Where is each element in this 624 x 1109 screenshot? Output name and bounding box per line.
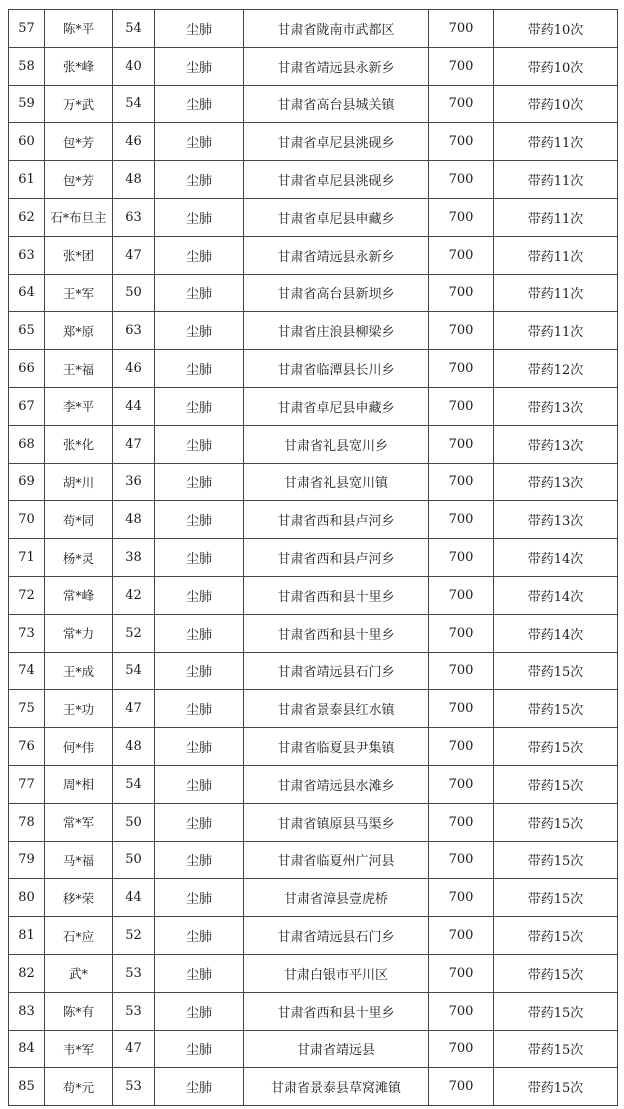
age-cell: 50 [113, 841, 155, 879]
name-cell: 武* [45, 954, 113, 992]
table-row [9, 690, 618, 728]
amount-cell: 700 [429, 236, 494, 274]
disease-cell: 尘肺 [155, 387, 244, 425]
disease-cell: 尘肺 [155, 10, 244, 48]
medication-status-cell: 带药11次 [494, 236, 618, 274]
disease-cell: 尘肺 [155, 879, 244, 917]
medication-status-cell: 带药15次 [494, 728, 618, 766]
address-cell: 甘肃省靖远县永新乡 [244, 47, 429, 85]
row-number-cell: 59 [9, 85, 45, 123]
amount-cell: 700 [429, 917, 494, 955]
amount-cell: 700 [429, 765, 494, 803]
address-cell: 甘肃省卓尼县申藏乡 [244, 198, 429, 236]
row-number-cell: 61 [9, 161, 45, 199]
disease-cell: 尘肺 [155, 1068, 244, 1106]
amount-cell: 700 [429, 123, 494, 161]
table-row [9, 728, 618, 766]
table-row [9, 123, 618, 161]
address-cell: 甘肃省卓尼县洮砚乡 [244, 123, 429, 161]
name-cell: 张*团 [45, 236, 113, 274]
name-cell: 常*军 [45, 803, 113, 841]
medication-status-cell: 带药10次 [494, 85, 618, 123]
age-cell: 54 [113, 85, 155, 123]
age-cell: 36 [113, 463, 155, 501]
table-row [9, 236, 618, 274]
medication-status-cell: 带药13次 [494, 501, 618, 539]
amount-cell: 700 [429, 1030, 494, 1068]
amount-cell: 700 [429, 198, 494, 236]
medication-status-cell: 带药12次 [494, 350, 618, 388]
name-cell: 石*布旦主 [45, 198, 113, 236]
address-cell: 甘肃省漳县壹虎桥 [244, 879, 429, 917]
medication-status-cell: 带药10次 [494, 47, 618, 85]
disease-cell: 尘肺 [155, 614, 244, 652]
amount-cell: 700 [429, 161, 494, 199]
row-number-cell: 84 [9, 1030, 45, 1068]
disease-cell: 尘肺 [155, 539, 244, 577]
medication-status-cell: 带药11次 [494, 274, 618, 312]
address-cell: 甘肃省靖远县石门乡 [244, 917, 429, 955]
medication-status-cell: 带药15次 [494, 879, 618, 917]
age-cell: 53 [113, 954, 155, 992]
row-number-cell: 78 [9, 803, 45, 841]
table-row [9, 1068, 618, 1106]
table-row [9, 274, 618, 312]
name-cell: 李*平 [45, 387, 113, 425]
row-number-cell: 82 [9, 954, 45, 992]
table-row [9, 614, 618, 652]
medication-status-cell: 带药15次 [494, 1030, 618, 1068]
table-row [9, 161, 618, 199]
disease-cell: 尘肺 [155, 274, 244, 312]
table-row [9, 917, 618, 955]
name-cell: 常*力 [45, 614, 113, 652]
address-cell: 甘肃省西和县十里乡 [244, 576, 429, 614]
row-number-cell: 85 [9, 1068, 45, 1106]
table-row [9, 879, 618, 917]
amount-cell: 700 [429, 992, 494, 1030]
medication-status-cell: 带药15次 [494, 992, 618, 1030]
amount-cell: 700 [429, 652, 494, 690]
address-cell: 甘肃省靖远县石门乡 [244, 652, 429, 690]
table-row [9, 198, 618, 236]
table-row [9, 463, 618, 501]
age-cell: 47 [113, 236, 155, 274]
table-row [9, 841, 618, 879]
amount-cell: 700 [429, 387, 494, 425]
address-cell: 甘肃省靖远县 [244, 1030, 429, 1068]
row-number-cell: 79 [9, 841, 45, 879]
table-row [9, 350, 618, 388]
age-cell: 54 [113, 652, 155, 690]
age-cell: 53 [113, 1068, 155, 1106]
disease-cell: 尘肺 [155, 198, 244, 236]
table-row [9, 47, 618, 85]
amount-cell: 700 [429, 425, 494, 463]
address-cell: 甘肃省礼县宽川乡 [244, 425, 429, 463]
name-cell: 张*化 [45, 425, 113, 463]
name-cell: 何*伟 [45, 728, 113, 766]
age-cell: 42 [113, 576, 155, 614]
age-cell: 50 [113, 803, 155, 841]
row-number-cell: 58 [9, 47, 45, 85]
medication-status-cell: 带药15次 [494, 690, 618, 728]
amount-cell: 700 [429, 501, 494, 539]
disease-cell: 尘肺 [155, 728, 244, 766]
name-cell: 王*成 [45, 652, 113, 690]
name-cell: 马*福 [45, 841, 113, 879]
name-cell: 张*峰 [45, 47, 113, 85]
row-number-cell: 70 [9, 501, 45, 539]
table-row [9, 85, 618, 123]
table-row [9, 652, 618, 690]
medication-status-cell: 带药15次 [494, 917, 618, 955]
amount-cell: 700 [429, 576, 494, 614]
name-cell: 苟*元 [45, 1068, 113, 1106]
amount-cell: 700 [429, 274, 494, 312]
row-number-cell: 57 [9, 10, 45, 48]
name-cell: 周*相 [45, 765, 113, 803]
address-cell: 甘肃省西和县卢河乡 [244, 501, 429, 539]
age-cell: 52 [113, 614, 155, 652]
medication-status-cell: 带药14次 [494, 539, 618, 577]
address-cell: 甘肃省景泰县红水镇 [244, 690, 429, 728]
age-cell: 50 [113, 274, 155, 312]
medication-status-cell: 带药11次 [494, 161, 618, 199]
amount-cell: 700 [429, 350, 494, 388]
medication-status-cell: 带药11次 [494, 312, 618, 350]
address-cell: 甘肃省景泰县草窝滩镇 [244, 1068, 429, 1106]
row-number-cell: 69 [9, 463, 45, 501]
row-number-cell: 66 [9, 350, 45, 388]
address-cell: 甘肃省西和县十里乡 [244, 992, 429, 1030]
age-cell: 38 [113, 539, 155, 577]
disease-cell: 尘肺 [155, 501, 244, 539]
age-cell: 63 [113, 198, 155, 236]
amount-cell: 700 [429, 1068, 494, 1106]
amount-cell: 700 [429, 614, 494, 652]
name-cell: 常*峰 [45, 576, 113, 614]
disease-cell: 尘肺 [155, 917, 244, 955]
disease-cell: 尘肺 [155, 425, 244, 463]
medication-status-cell: 带药10次 [494, 10, 618, 48]
row-number-cell: 74 [9, 652, 45, 690]
age-cell: 47 [113, 425, 155, 463]
table-row [9, 954, 618, 992]
amount-cell: 700 [429, 539, 494, 577]
row-number-cell: 62 [9, 198, 45, 236]
disease-cell: 尘肺 [155, 841, 244, 879]
medication-status-cell: 带药15次 [494, 841, 618, 879]
age-cell: 48 [113, 501, 155, 539]
name-cell: 移*荣 [45, 879, 113, 917]
medication-status-cell: 带药11次 [494, 198, 618, 236]
medication-status-cell: 带药15次 [494, 652, 618, 690]
amount-cell: 700 [429, 803, 494, 841]
table-row [9, 1030, 618, 1068]
name-cell: 王*功 [45, 690, 113, 728]
medication-status-cell: 带药15次 [494, 803, 618, 841]
patient-table-body [9, 10, 618, 1106]
medication-status-cell: 带药13次 [494, 425, 618, 463]
table-row [9, 992, 618, 1030]
name-cell: 王*福 [45, 350, 113, 388]
table-row [9, 425, 618, 463]
name-cell: 郑*原 [45, 312, 113, 350]
row-number-cell: 77 [9, 765, 45, 803]
table-row [9, 312, 618, 350]
age-cell: 48 [113, 161, 155, 199]
disease-cell: 尘肺 [155, 992, 244, 1030]
name-cell: 杨*灵 [45, 539, 113, 577]
address-cell: 甘肃省临夏州广河县 [244, 841, 429, 879]
table-row [9, 539, 618, 577]
age-cell: 40 [113, 47, 155, 85]
disease-cell: 尘肺 [155, 690, 244, 728]
row-number-cell: 64 [9, 274, 45, 312]
disease-cell: 尘肺 [155, 1030, 244, 1068]
disease-cell: 尘肺 [155, 312, 244, 350]
address-cell: 甘肃省卓尼县申藏乡 [244, 387, 429, 425]
table-row [9, 501, 618, 539]
age-cell: 54 [113, 10, 155, 48]
age-cell: 63 [113, 312, 155, 350]
row-number-cell: 63 [9, 236, 45, 274]
name-cell: 苟*同 [45, 501, 113, 539]
address-cell: 甘肃省陇南市武都区 [244, 10, 429, 48]
medication-status-cell: 带药13次 [494, 463, 618, 501]
address-cell: 甘肃省靖远县永新乡 [244, 236, 429, 274]
address-cell: 甘肃省靖远县水滩乡 [244, 765, 429, 803]
address-cell: 甘肃省卓尼县洮砚乡 [244, 161, 429, 199]
amount-cell: 700 [429, 47, 494, 85]
table-row [9, 387, 618, 425]
disease-cell: 尘肺 [155, 954, 244, 992]
age-cell: 54 [113, 765, 155, 803]
disease-cell: 尘肺 [155, 765, 244, 803]
age-cell: 48 [113, 728, 155, 766]
row-number-cell: 65 [9, 312, 45, 350]
amount-cell: 700 [429, 728, 494, 766]
name-cell: 胡*川 [45, 463, 113, 501]
disease-cell: 尘肺 [155, 236, 244, 274]
name-cell: 韦*军 [45, 1030, 113, 1068]
disease-cell: 尘肺 [155, 85, 244, 123]
row-number-cell: 68 [9, 425, 45, 463]
age-cell: 44 [113, 879, 155, 917]
address-cell: 甘肃省镇原县马渠乡 [244, 803, 429, 841]
patient-table [8, 9, 618, 1106]
name-cell: 包*芳 [45, 161, 113, 199]
row-number-cell: 81 [9, 917, 45, 955]
name-cell: 陈*有 [45, 992, 113, 1030]
amount-cell: 700 [429, 463, 494, 501]
table-row [9, 803, 618, 841]
row-number-cell: 76 [9, 728, 45, 766]
amount-cell: 700 [429, 312, 494, 350]
address-cell: 甘肃白银市平川区 [244, 954, 429, 992]
age-cell: 53 [113, 992, 155, 1030]
medication-status-cell: 带药15次 [494, 765, 618, 803]
medication-status-cell: 带药15次 [494, 954, 618, 992]
address-cell: 甘肃省庄浪县柳梁乡 [244, 312, 429, 350]
disease-cell: 尘肺 [155, 652, 244, 690]
row-number-cell: 75 [9, 690, 45, 728]
name-cell: 石*应 [45, 917, 113, 955]
name-cell: 王*军 [45, 274, 113, 312]
row-number-cell: 67 [9, 387, 45, 425]
disease-cell: 尘肺 [155, 123, 244, 161]
address-cell: 甘肃省临潭县长川乡 [244, 350, 429, 388]
address-cell: 甘肃省高台县城关镇 [244, 85, 429, 123]
address-cell: 甘肃省临夏县尹集镇 [244, 728, 429, 766]
age-cell: 46 [113, 350, 155, 388]
row-number-cell: 73 [9, 614, 45, 652]
name-cell: 包*芳 [45, 123, 113, 161]
medication-status-cell: 带药15次 [494, 1068, 618, 1106]
name-cell: 陈*平 [45, 10, 113, 48]
table-row [9, 10, 618, 48]
amount-cell: 700 [429, 85, 494, 123]
age-cell: 52 [113, 917, 155, 955]
amount-cell: 700 [429, 841, 494, 879]
disease-cell: 尘肺 [155, 576, 244, 614]
address-cell: 甘肃省高台县新坝乡 [244, 274, 429, 312]
table-row [9, 576, 618, 614]
disease-cell: 尘肺 [155, 463, 244, 501]
row-number-cell: 60 [9, 123, 45, 161]
address-cell: 甘肃省西和县十里乡 [244, 614, 429, 652]
row-number-cell: 71 [9, 539, 45, 577]
address-cell: 甘肃省礼县宽川镇 [244, 463, 429, 501]
disease-cell: 尘肺 [155, 161, 244, 199]
medication-status-cell: 带药11次 [494, 123, 618, 161]
disease-cell: 尘肺 [155, 47, 244, 85]
medication-status-cell: 带药14次 [494, 614, 618, 652]
age-cell: 47 [113, 1030, 155, 1068]
address-cell: 甘肃省西和县卢河乡 [244, 539, 429, 577]
table-row [9, 765, 618, 803]
name-cell: 万*武 [45, 85, 113, 123]
medication-status-cell: 带药13次 [494, 387, 618, 425]
age-cell: 47 [113, 690, 155, 728]
amount-cell: 700 [429, 690, 494, 728]
age-cell: 46 [113, 123, 155, 161]
disease-cell: 尘肺 [155, 350, 244, 388]
medication-status-cell: 带药14次 [494, 576, 618, 614]
amount-cell: 700 [429, 10, 494, 48]
row-number-cell: 83 [9, 992, 45, 1030]
row-number-cell: 72 [9, 576, 45, 614]
age-cell: 44 [113, 387, 155, 425]
amount-cell: 700 [429, 954, 494, 992]
disease-cell: 尘肺 [155, 803, 244, 841]
row-number-cell: 80 [9, 879, 45, 917]
amount-cell: 700 [429, 879, 494, 917]
